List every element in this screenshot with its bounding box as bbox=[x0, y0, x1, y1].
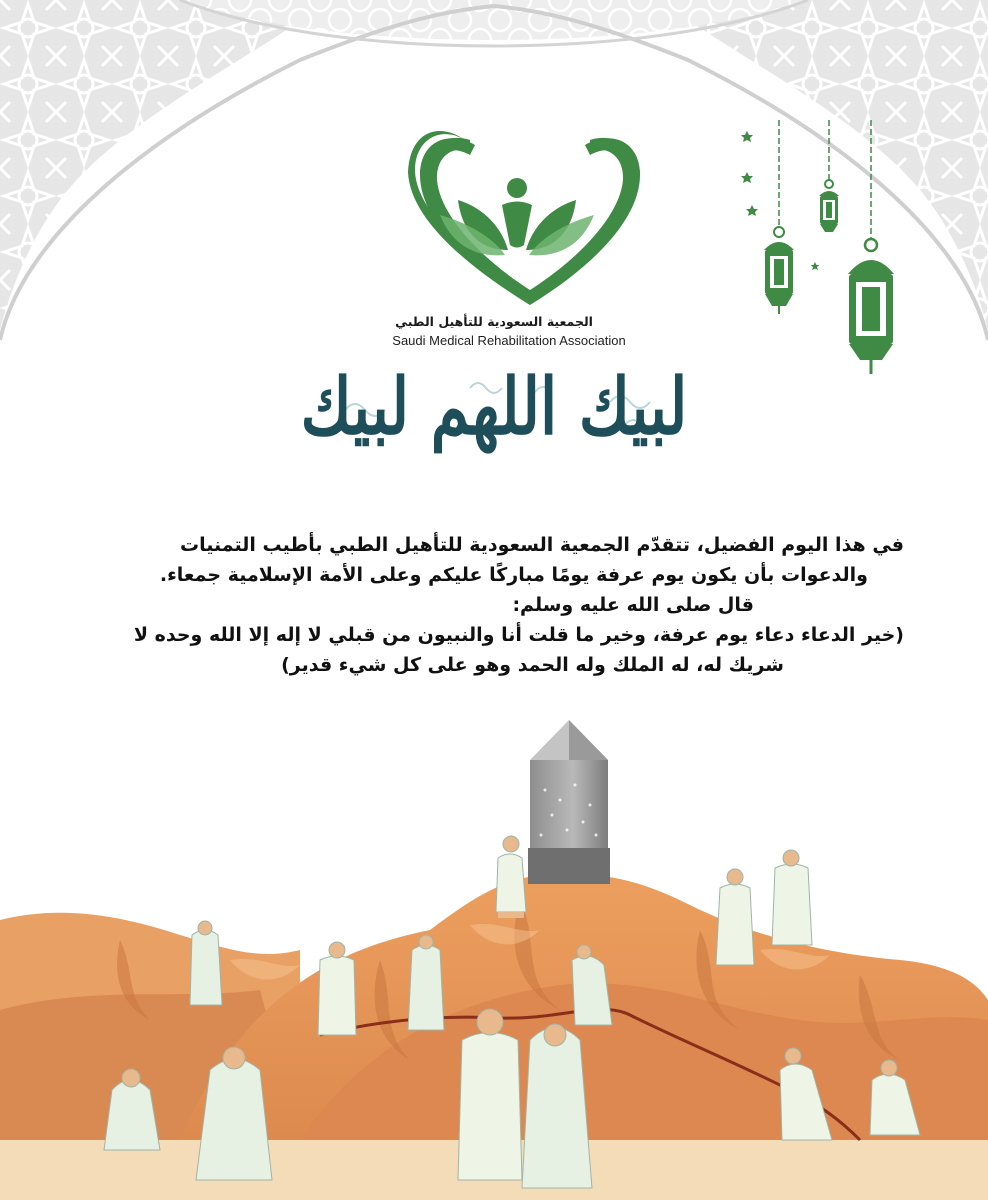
message-line-3: قال صلى الله عليه وسلم: bbox=[512, 594, 754, 616]
message-line-1: في هذا اليوم الفضيل، تتقدّم الجمعية السعودية للتأهيل الطبي بأطيب التمنيات bbox=[180, 534, 904, 556]
monument-icon bbox=[528, 720, 610, 884]
organization-name-english: Saudi Medical Rehabilitation Association bbox=[392, 333, 626, 348]
message-line-5: شريك له، له الملك وله الحمد وهو على كل شيء قدير) bbox=[281, 654, 784, 676]
calligraphy-text: لبيك اللهم لبيك bbox=[300, 360, 688, 453]
message-line-4: (خير الدعاء دعاء يوم عرفة، وخير ما قلت أنا والنبيون من قبلي لا إله إلا الله وحده لا bbox=[133, 624, 904, 646]
message-line-2: والدعوات بأن يكون يوم عرفة يومًا مباركًا عليكم وعلى الأمة الإسلامية جمعاء. bbox=[159, 564, 868, 586]
organization-name-arabic: الجمعية السعودية للتأهيل الطبي bbox=[395, 314, 593, 329]
